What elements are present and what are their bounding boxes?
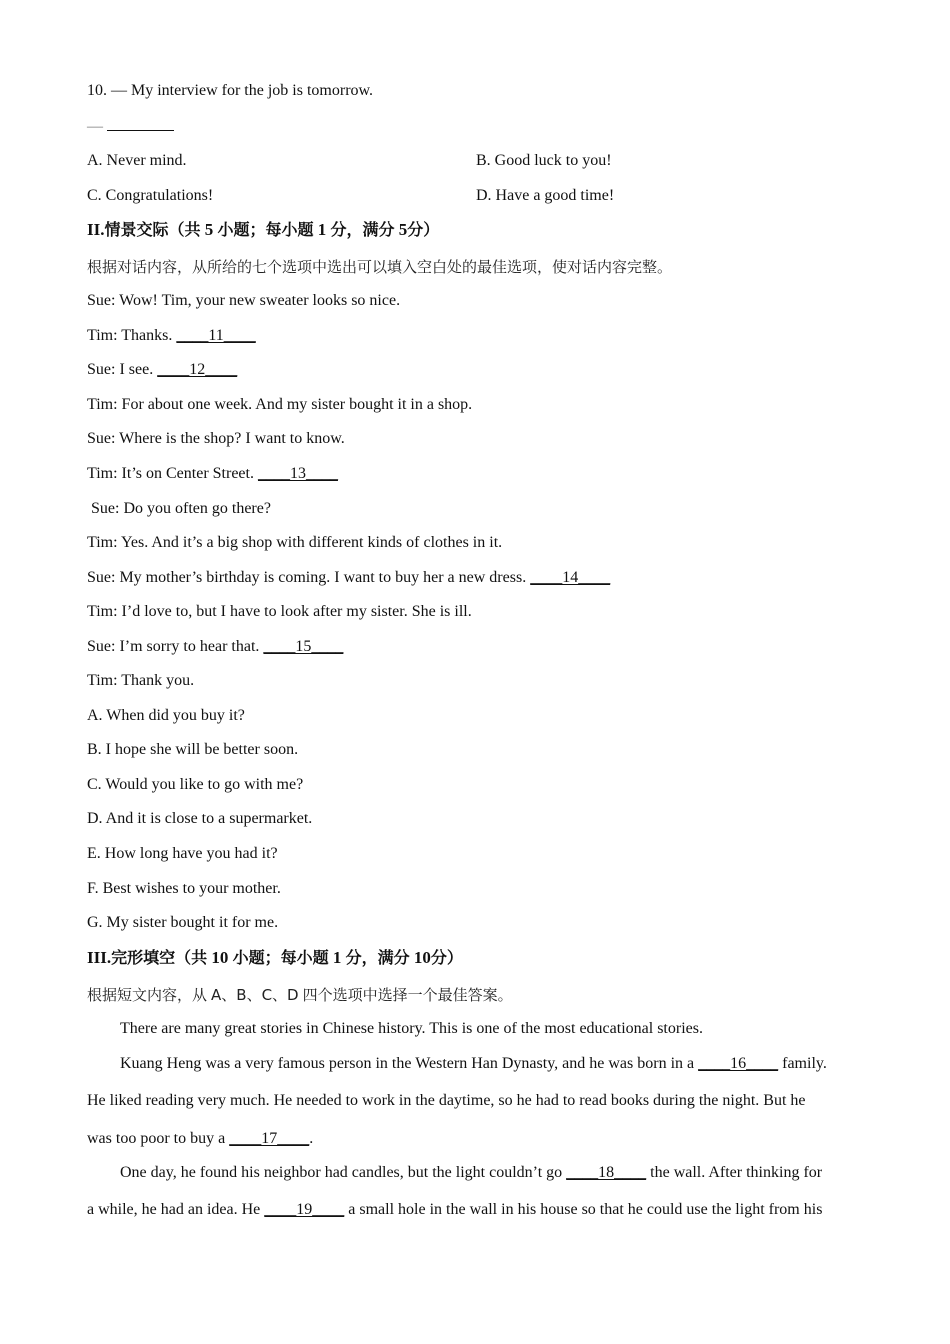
section-2-numeral: II. bbox=[87, 220, 105, 239]
text: a while, he had an idea. He bbox=[87, 1201, 265, 1218]
dialogue-blank[interactable]: ____14____ bbox=[530, 569, 611, 586]
dialogue-line bbox=[87, 395, 472, 415]
dialogue-line bbox=[87, 533, 502, 553]
dialogue-option: G. My sister bought it for me. bbox=[87, 914, 279, 931]
answer-dash: — bbox=[87, 118, 103, 135]
section-3-numeral: III. bbox=[87, 948, 112, 967]
dialogue-line bbox=[87, 360, 237, 380]
section-2-heading bbox=[87, 220, 439, 240]
section-3-title: 完形填空（共 bbox=[111, 948, 208, 967]
text: the wall. After thinking for bbox=[646, 1164, 823, 1181]
dialogue-blank[interactable]: ____11____ bbox=[176, 327, 256, 344]
text: family. bbox=[778, 1055, 827, 1072]
section-2-count: 5 bbox=[204, 220, 214, 239]
dialogue-option: A. When did you buy it? bbox=[87, 707, 245, 724]
section-3-end: 分） bbox=[430, 948, 463, 967]
dialogue-line bbox=[87, 326, 256, 346]
dialogue-option: B. I hope she will be better soon. bbox=[87, 741, 299, 758]
section-2-total: 5 bbox=[398, 220, 408, 239]
section-2-end: 分） bbox=[407, 220, 440, 239]
dialogue-text: Tim: It’s on Center Street. bbox=[87, 465, 258, 482]
dialogue-text: Sue: Wow! Tim, your new sweater looks so nice. bbox=[87, 292, 401, 309]
question-10-option-c: C. Congratulations! bbox=[87, 187, 214, 204]
dialogue-line bbox=[87, 499, 271, 519]
text: a small hole in the wall in his house so that he could use the light from his bbox=[344, 1201, 823, 1218]
dialogue-line bbox=[87, 671, 194, 691]
section-3-instruction bbox=[87, 985, 513, 1006]
section-2-mid: 小题；每小题 bbox=[217, 220, 314, 239]
dialogue-line bbox=[87, 464, 338, 484]
section-3-heading bbox=[87, 948, 463, 968]
section-2-instruction: 根据对话内容，从所给的七个选项中选出可以填入空白处的最佳选项，使对话内容完整。 bbox=[87, 258, 673, 276]
section-3-score-word: 分，满分 bbox=[345, 948, 410, 967]
blank-18[interactable]: ____18____ bbox=[566, 1164, 647, 1181]
section-3-each: 1 bbox=[332, 948, 342, 967]
blank-16[interactable]: ____16____ bbox=[698, 1055, 779, 1072]
dialogue-text: Sue: My mother’s birthday is coming. I want to buy her a new dress. bbox=[87, 569, 531, 586]
dialogue-text: Sue: Do you often go there? bbox=[87, 500, 271, 517]
question-10-stem: 10. — My interview for the job is tomorrow. bbox=[87, 82, 374, 99]
dialogue-blank[interactable]: ____12____ bbox=[157, 361, 238, 378]
passage-paragraph-2-line-3 bbox=[87, 1129, 862, 1149]
question-10-answer-line bbox=[87, 116, 174, 137]
dialogue-line bbox=[87, 637, 343, 657]
dialogue-text: Tim: Thanks. bbox=[87, 327, 177, 344]
section-3-count: 10 bbox=[211, 948, 229, 967]
section-2-score-word: 分，满分 bbox=[330, 220, 395, 239]
blank-19[interactable]: ____19____ bbox=[264, 1201, 345, 1218]
dialogue-line bbox=[87, 568, 610, 588]
dialogue-line bbox=[87, 429, 345, 449]
passage-paragraph-2-line-1 bbox=[120, 1054, 895, 1074]
section-2-title: 情景交际（共 bbox=[104, 220, 201, 239]
dialogue-text: Tim: Thank you. bbox=[87, 672, 195, 689]
dialogue-line bbox=[87, 602, 472, 622]
dialogue-option: C. Would you like to go with me? bbox=[87, 776, 304, 793]
blank-17[interactable]: ____17____ bbox=[229, 1130, 310, 1147]
dialogue-line bbox=[87, 291, 400, 311]
passage-paragraph-3-line-1 bbox=[120, 1163, 895, 1183]
section-3-mid: 小题；每小题 bbox=[232, 948, 329, 967]
dialogue-text: Sue: I’m sorry to hear that. bbox=[87, 638, 264, 655]
text: was too poor to buy a bbox=[87, 1130, 230, 1147]
passage-paragraph-3-line-2 bbox=[87, 1200, 862, 1220]
dialogue-option: F. Best wishes to your mother. bbox=[87, 880, 281, 897]
dialogue-text: Sue: Where is the shop? I want to know. bbox=[87, 430, 345, 447]
text: Kuang Heng was a very famous person in the Western Han Dynasty, and he was born in a bbox=[120, 1055, 699, 1072]
dialogue-text: Tim: For about one week. And my sister bought it in a shop. bbox=[87, 396, 473, 413]
text: One day, he found his neighbor had candles, but the light couldn’t go bbox=[120, 1164, 567, 1181]
passage-paragraph-2-line-2: He liked reading very much. He needed to work in the daytime, so he had to read books during the night. But he bbox=[87, 1092, 806, 1109]
text: . bbox=[309, 1130, 314, 1147]
passage-paragraph-1: There are many great stories in Chinese history. This is one of the most educational stories. bbox=[120, 1020, 703, 1037]
section-2-each: 1 bbox=[317, 220, 327, 239]
dialogue-blank[interactable]: ____15____ bbox=[263, 638, 344, 655]
dialogue-text: Tim: Yes. And it’s a big shop with different kinds of clothes in it. bbox=[87, 534, 503, 551]
dialogue-option: E. How long have you had it? bbox=[87, 845, 278, 862]
dialogue-blank[interactable]: ____13____ bbox=[257, 465, 338, 482]
instruction-post: 四个选项中选择一个最佳答案。 bbox=[302, 986, 513, 1004]
dialogue-option: D. And it is close to a supermarket. bbox=[87, 810, 313, 827]
dialogue-text: Tim: I’d love to, but I have to look after my sister. She is ill. bbox=[87, 603, 472, 620]
question-10-option-b: B. Good luck to you! bbox=[476, 152, 612, 169]
instruction-letters: A、B、C、D bbox=[211, 986, 299, 1004]
question-10-option-a: A. Never mind. bbox=[87, 152, 187, 169]
instruction-pre: 根据短文内容，从 bbox=[87, 986, 208, 1004]
section-3-total: 10 bbox=[413, 948, 431, 967]
question-10-option-d: D. Have a good time! bbox=[476, 187, 615, 204]
answer-blank bbox=[107, 116, 174, 131]
dialogue-text: Sue: I see. bbox=[87, 361, 158, 378]
